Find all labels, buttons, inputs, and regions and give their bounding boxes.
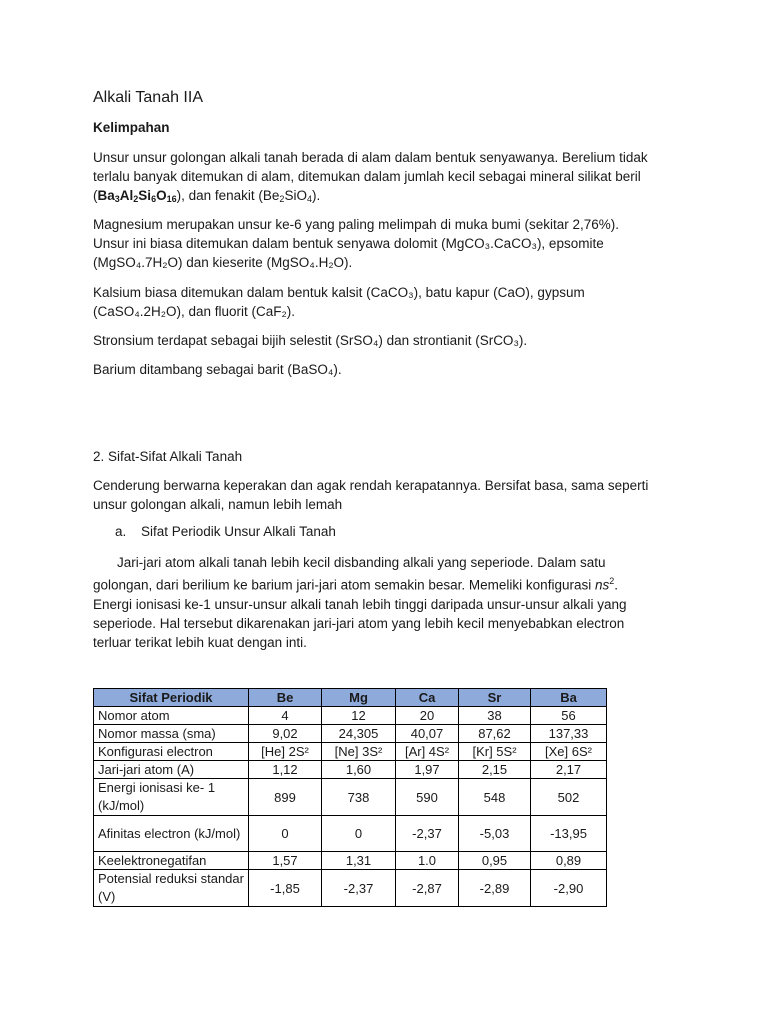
table-cell: 20: [396, 707, 459, 725]
table-cell: -2,37: [322, 870, 396, 907]
table-cell: -13,95: [531, 816, 607, 852]
paragraph-line: $(Ba_3Al_2Si_6O_{16})$, dan fenakit $(Be_2SiO_4)$.: [93, 188, 321, 204]
paragraph-sifat-umum: [93, 476, 683, 514]
table-cell: 137,33: [531, 725, 607, 743]
table-row: [94, 816, 607, 852]
table-cell-property: Potensial reduksi standar (V): [94, 870, 249, 907]
table-cell-property: Afinitas electron (kJ/mol): [94, 816, 249, 852]
table-row: [94, 707, 607, 725]
paragraph-line: Magnesium merupakan unsur ke-6 yang paling melimpah di muka bumi (sekitar 2,76%).: [93, 217, 619, 232]
table-cell: 1.0: [396, 852, 459, 870]
table-header-cell: Sr: [459, 689, 531, 707]
table-cell: 1,60: [322, 761, 396, 779]
section-heading-sifat: 2. Sifat-Sifat Alkali Tanah: [93, 449, 243, 464]
table-row: [94, 725, 607, 743]
table-cell: 87,62: [459, 725, 531, 743]
table-cell: 899: [249, 779, 322, 816]
table-cell: 2,15: [459, 761, 531, 779]
table-cell: 1,12: [249, 761, 322, 779]
table-cell: 548: [459, 779, 531, 816]
table-cell: 24,305: [322, 725, 396, 743]
table-cell-property: Konfigurasi electron: [94, 743, 249, 761]
paragraph-line: unsur golongan alkali, namun lebih lemah: [93, 497, 343, 512]
table-row: [94, 870, 607, 907]
paragraph-line: (MgSO₄.7H₂O) dan kieserite (MgSO₄.H₂O).: [93, 255, 353, 270]
paragraph-line: Barium ditambang sebagai barit (BaSO₄).: [93, 362, 342, 377]
table-header-row: [94, 689, 607, 707]
table-row: [94, 852, 607, 870]
table-cell: 0: [249, 816, 322, 852]
paragraph-line: golongan, dari berilium ke barium jari-jari atom semakin besar. Memeliki konfigurasi $ns^2$.: [93, 576, 619, 593]
paragraph-line: Jari-jari atom alkali tanah lebih kecil disbanding alkali yang seperiode. Dalam satu: [117, 555, 606, 570]
table-cell: 4: [249, 707, 322, 725]
table-cell: [Kr] 5S²: [459, 743, 531, 761]
table-cell-property: Nomor massa (sma): [94, 725, 249, 743]
paragraph-line: Unsur unsur golongan alkali tanah berada di alam dalam bentuk senyawanya. Berelium tidak: [93, 150, 648, 165]
table-cell: 56: [531, 707, 607, 725]
beryl-formula: $Ba_3Al_2Si_6O_{16}$: [97, 188, 177, 204]
table-cell: 1,57: [249, 852, 322, 870]
paragraph-line: Cenderung berwarna keperakan dan agak rendah kerapatannya. Bersifat basa, sama seperti: [93, 478, 649, 493]
table-cell: 0: [322, 816, 396, 852]
table-row: [94, 761, 607, 779]
paragraph-line: Unsur ini biasa ditemukan dalam bentuk senyawa dolomit (MgCO₃.CaCO₃), epsomite: [93, 236, 604, 251]
paragraph-line: Kalsium biasa ditemukan dalam bentuk kalsit (CaCO₃), batu kapur (CaO), gypsum: [93, 285, 585, 300]
table-cell: [Xe] 6S²: [531, 743, 607, 761]
table-cell: [He] 2S²: [249, 743, 322, 761]
table-cell: [Ne] 3S²: [322, 743, 396, 761]
table-cell: -2,37: [396, 816, 459, 852]
table-header-cell: Ba: [531, 689, 607, 707]
table-cell: 1,31: [322, 852, 396, 870]
paragraph-line: Stronsium terdapat sebagai bijih selestit (SrSO₄) dan strontianit (SrCO₃).: [93, 333, 528, 348]
table-cell-property: Jari-jari atom (A): [94, 761, 249, 779]
table-cell: 38: [459, 707, 531, 725]
paragraph-barium: [93, 360, 683, 379]
section-heading-kelimpahan: Kelimpahan: [93, 120, 170, 135]
table-cell: 2,17: [531, 761, 607, 779]
table-row: [94, 779, 607, 816]
list-item-text: Sifat Periodik Unsur Alkali Tanah: [141, 524, 336, 539]
table-header-cell: Sifat Periodik: [94, 689, 249, 707]
paragraph-line: terlalu banyak ditemukan di alam, ditemukan dalam jumlah kecil sebagai mineral silikat beril: [93, 169, 641, 184]
table-cell: -1,85: [249, 870, 322, 907]
table-cell: 738: [322, 779, 396, 816]
paragraph-line: (CaSO₄.2H₂O), dan fluorit (CaF₂).: [93, 304, 296, 319]
table-cell-property: Nomor atom: [94, 707, 249, 725]
table-cell: 9,02: [249, 725, 322, 743]
table-header-cell: Ca: [396, 689, 459, 707]
table-cell-property: Keelektronegatifan: [94, 852, 249, 870]
table-cell: [Ar] 4S²: [396, 743, 459, 761]
table-row: [94, 743, 607, 761]
periodic-properties-table: [93, 688, 607, 907]
paragraph-kalsium: [93, 283, 683, 321]
table-cell: -2,87: [396, 870, 459, 907]
paragraph-berilium: [93, 148, 683, 205]
table-cell: 502: [531, 779, 607, 816]
table-cell: -2,89: [459, 870, 531, 907]
list-item-sifat-periodik: [115, 524, 336, 539]
table-cell: -5,03: [459, 816, 531, 852]
table-cell: 1,97: [396, 761, 459, 779]
paragraph-stronsium: [93, 331, 683, 350]
document-title: Alkali Tanah IIA: [93, 89, 203, 106]
paragraph-jari-jari: [93, 553, 683, 652]
table-cell: 0,95: [459, 852, 531, 870]
list-marker: a.: [115, 524, 127, 539]
paragraph-line: seperiode. Hal tersebut dikarenakan jari-jari atom yang lebih kecil menyebabkan electron: [93, 615, 625, 631]
table-cell: 12: [322, 707, 396, 725]
table-cell: -2,90: [531, 870, 607, 907]
paragraph-line: terluar terikat lebih kuat dengan inti.: [93, 634, 307, 650]
paragraph-line: Energi ionisasi ke-1 unsur-unsur alkali tanah lebih tinggi daripada unsur-unsur alkali yang: [93, 596, 627, 612]
table-cell: 590: [396, 779, 459, 816]
table-header-cell: Mg: [322, 689, 396, 707]
table-header-cell: Be: [249, 689, 322, 707]
table-cell: 0,89: [531, 852, 607, 870]
paragraph-magnesium: [93, 215, 683, 272]
table-cell: 40,07: [396, 725, 459, 743]
table-cell-property: Energi ionisasi ke- 1 (kJ/mol): [94, 779, 249, 816]
